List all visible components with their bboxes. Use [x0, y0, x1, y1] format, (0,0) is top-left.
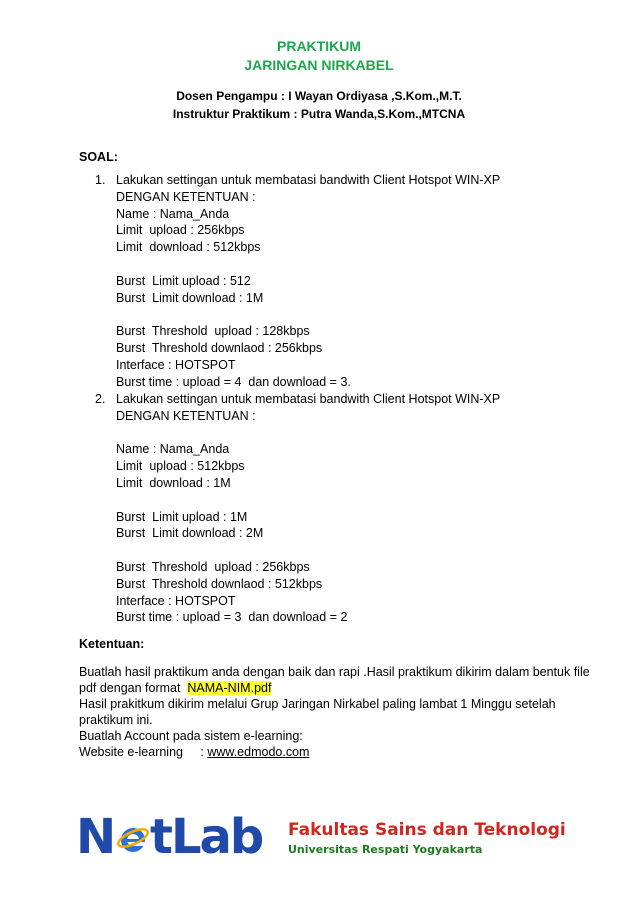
soal-line: Name : Nama_Anda — [116, 206, 230, 221]
format-highlight: NAMA-NIM.pdf — [187, 681, 272, 695]
soal-line: Limit upload : 512kbps — [116, 459, 245, 474]
ie-e-logo-icon — [116, 822, 150, 856]
format-prefix: pdf dengan format — [79, 681, 188, 695]
soal-line: Burst Limit upload : 512 — [116, 273, 251, 288]
website-label: Website e-learning : — [79, 745, 208, 759]
ketentuan-heading: Ketentuan: — [79, 637, 145, 651]
soal-line: DENGAN KETENTUAN : — [116, 408, 256, 423]
soal-line: Limit upload : 256kbps — [116, 223, 245, 238]
ketentuan-p2-line2: praktikum ini. — [79, 713, 153, 727]
soal-line: Limit download : 1M — [116, 476, 231, 490]
netlab-logo-tlab: tLab — [150, 809, 263, 865]
soal-line: Burst time : upload = 4 dan download = 3. — [116, 374, 351, 389]
ketentuan-p3: Buatlah Account pada sistem e-learning: — [79, 729, 303, 743]
ketentuan-p1-line1: Buatlah hasil praktikum anda dengan baik dan rapi .Hasil praktikum dikirim dalam bentuk file — [79, 665, 590, 679]
ketentuan-p1-line2 — [79, 680, 569, 696]
doc-title-line2: JARINGAN NIRKABEL — [244, 57, 394, 73]
website-line — [79, 744, 569, 760]
soal-line: Burst time : upload = 3 dan download = 2 — [116, 610, 348, 625]
soal-line: Interface : HOTSPOT — [116, 357, 236, 372]
faculty-name: Fakultas Sains dan Teknologi — [288, 820, 566, 840]
instruktur-line: Instruktur Praktikum : Putra Wanda,S.Kom.,MTCNA — [172, 107, 466, 121]
soal-number: 2. — [95, 392, 106, 406]
soal-line: Burst Limit download : 2M — [116, 526, 264, 541]
footer-logo — [66, 809, 571, 865]
ketentuan-p2-line1: Hasil prakitkum dikirim melalui Grup Jaringan Nirkabel paling lambat 1 Minggu setelah — [79, 697, 556, 711]
dosen-line: Dosen Pengampu : I Wayan Ordiyasa ,S.Kom.,M.T. — [176, 89, 462, 103]
soal-number: 1. — [95, 173, 106, 187]
soal-line: Burst Limit download : 1M — [116, 290, 264, 305]
soal-line: Burst Threshold downlaod : 512kbps — [116, 576, 323, 591]
soal-line: Interface : HOTSPOT — [116, 593, 236, 608]
soal-line: Lakukan settingan untuk membatasi bandwith Client Hotspot WIN-XP — [116, 392, 501, 406]
soal-line: DENGAN KETENTUAN : — [116, 189, 256, 204]
soal-line: Limit download : 512kbps — [116, 240, 261, 255]
soal-line: Burst Limit upload : 1M — [116, 509, 248, 524]
soal-line: Lakukan settingan untuk membatasi bandwith Client Hotspot WIN-XP — [116, 173, 501, 187]
netlab-logo-n: N — [76, 809, 115, 865]
website-link[interactable]: www.edmodo.com — [207, 745, 310, 759]
soal-line: Burst Threshold downlaod : 256kbps — [116, 341, 323, 355]
soal-line: Burst Threshold upload : 128kbps — [116, 324, 310, 339]
soal-line: Name : Nama_Anda — [116, 442, 230, 457]
soal-heading: SOAL: — [79, 150, 118, 164]
soal-line: Burst Threshold upload : 256kbps — [116, 560, 310, 574]
university-name: Universitas Respati Yogyakarta — [288, 843, 483, 856]
ketentuan-paragraph — [79, 664, 590, 760]
doc-title-line1: PRAKTIKUM — [277, 38, 361, 54]
